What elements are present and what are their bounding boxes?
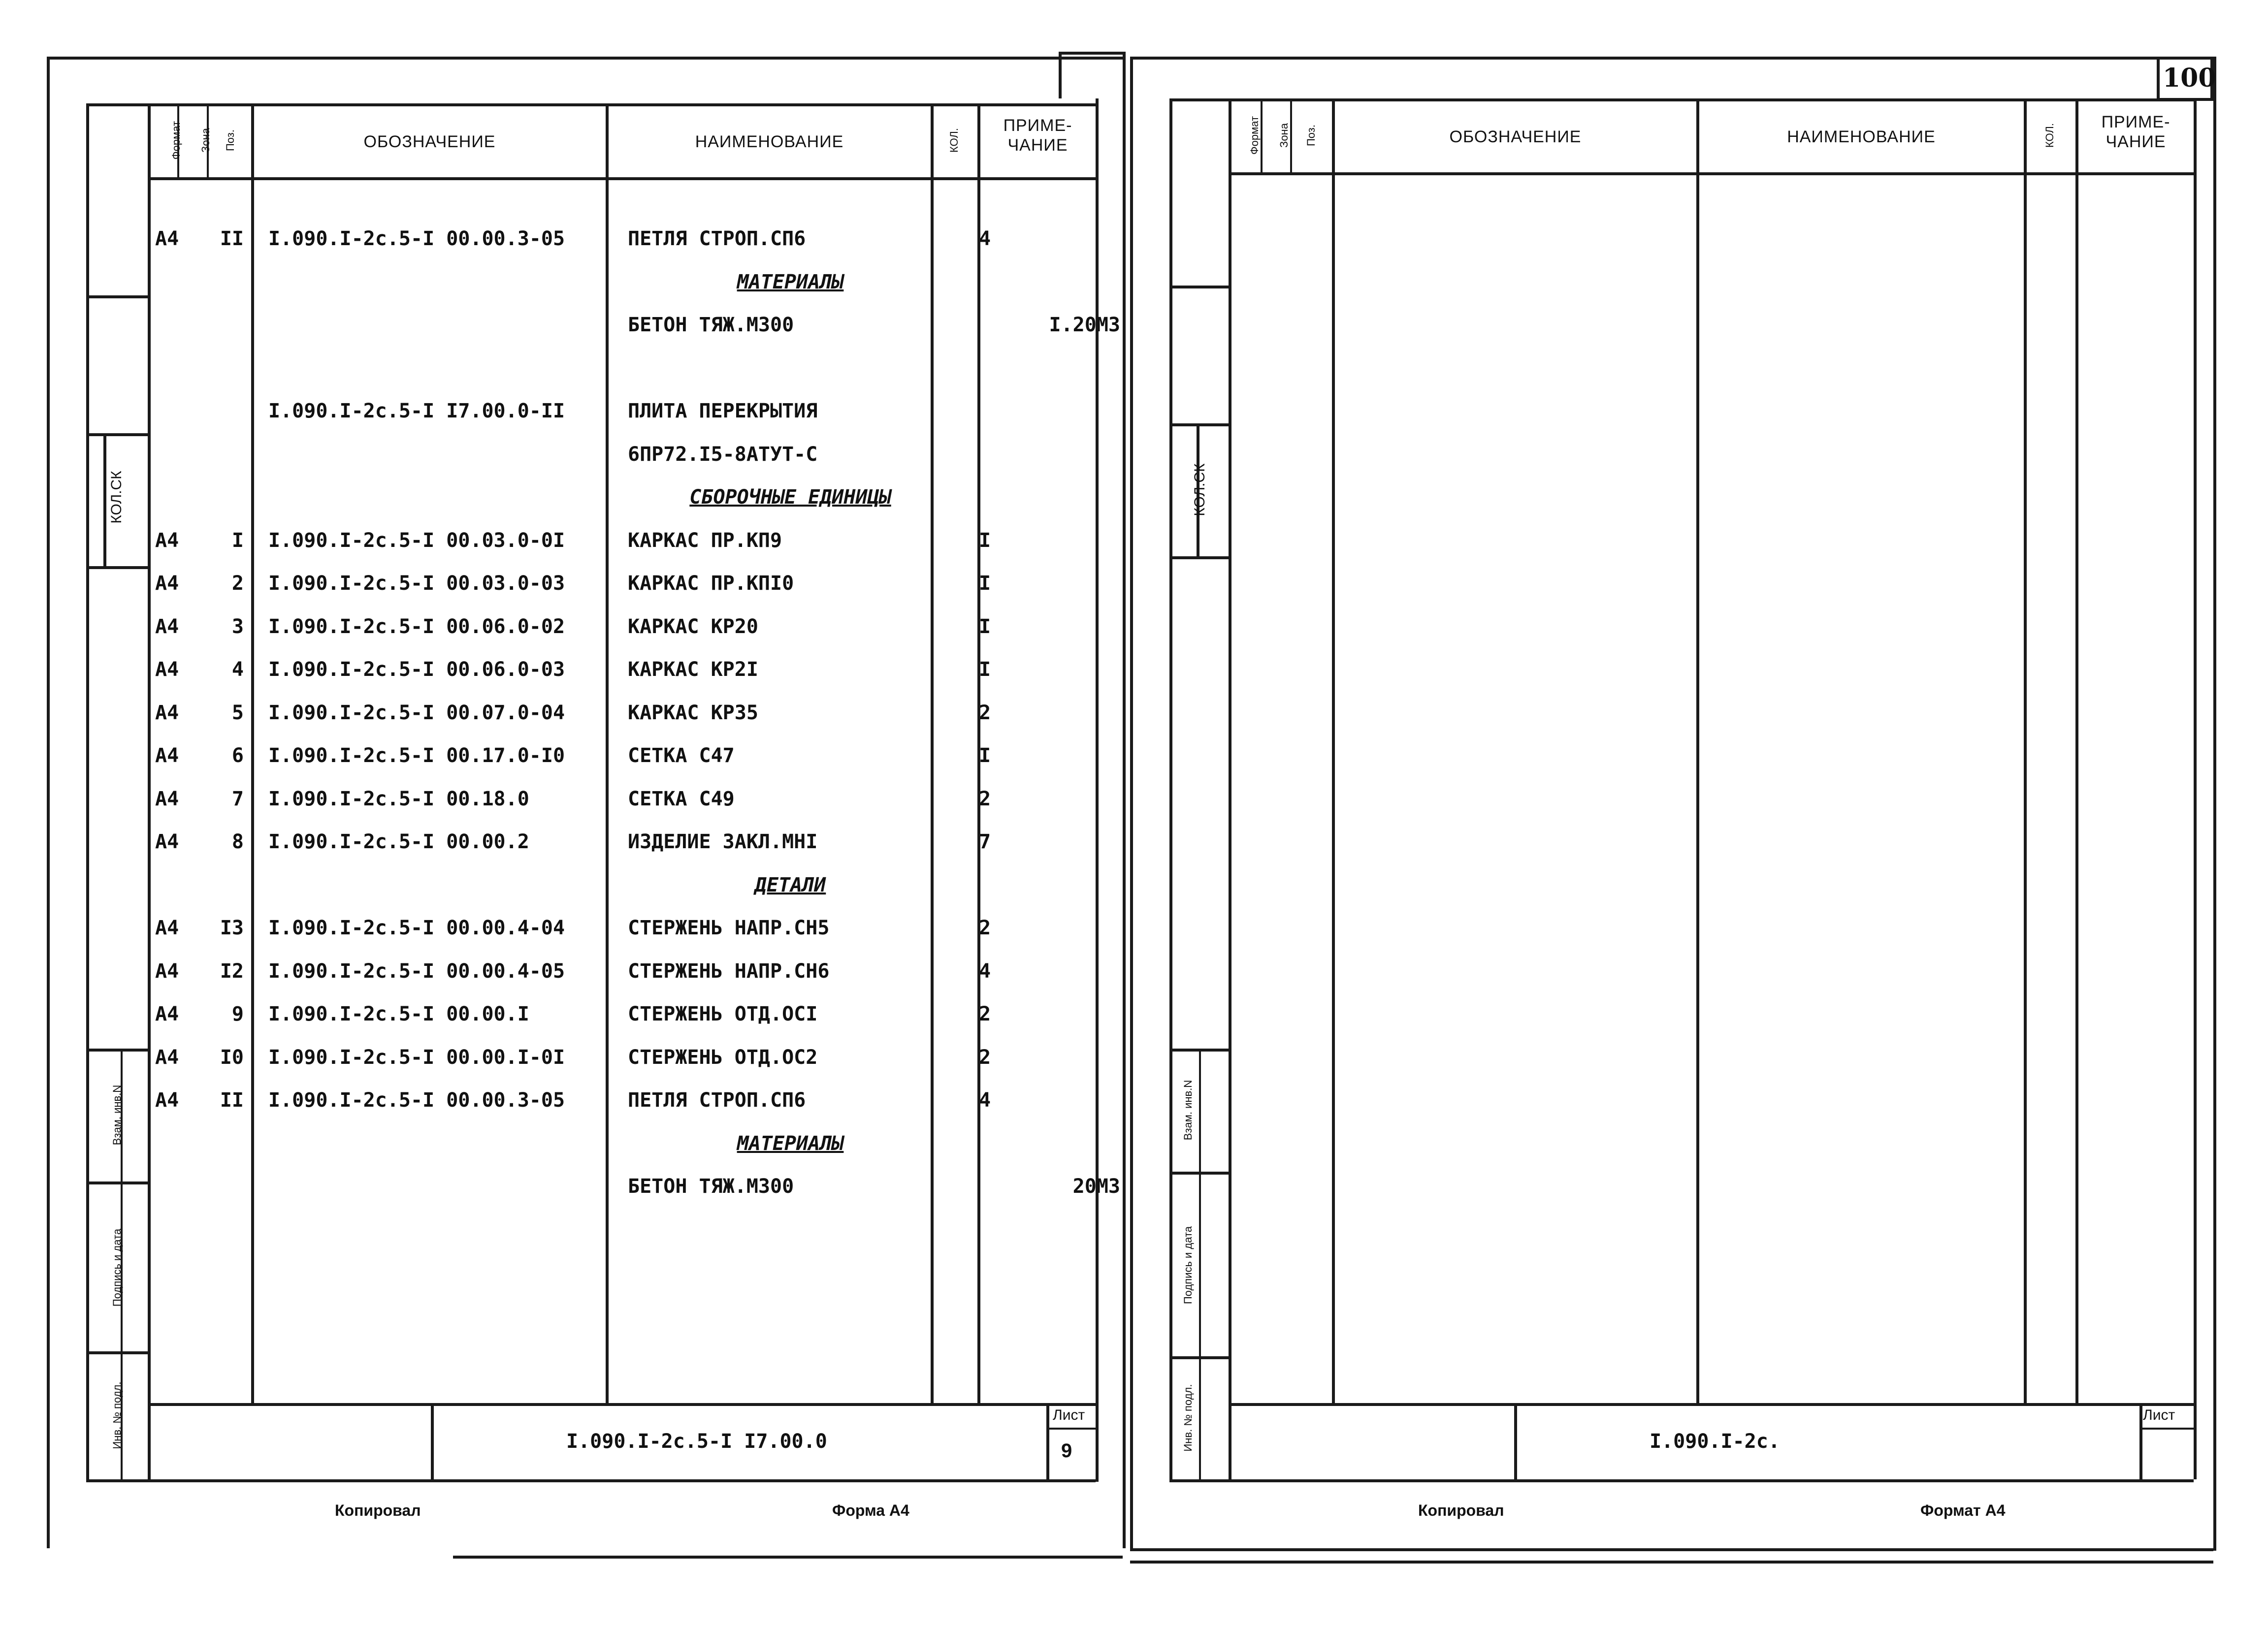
footer-format: Форма А4 xyxy=(832,1501,909,1519)
row-format: A4 xyxy=(155,959,179,983)
row-quantity: I xyxy=(978,529,991,552)
row-designation: I.090.I-2c.5-I 00.00.2 xyxy=(268,830,529,853)
header-note: ПРИМЕ- ЧАНИЕ xyxy=(1003,116,1072,155)
row-designation: I.090.I-2c.5-I I7.00.0-II xyxy=(268,400,565,422)
header-designation: ОБОЗНАЧЕНИЕ xyxy=(363,132,496,151)
table-row xyxy=(155,1167,1120,1206)
row-designation: I.090.I-2c.5-I 00.00.3-05 xyxy=(268,227,565,250)
section-heading: МАТЕРИАЛЫ xyxy=(737,270,844,293)
row-name: КАРКАС ПР.КП9 xyxy=(628,529,782,552)
row-format: A4 xyxy=(155,830,179,853)
row-format: A4 xyxy=(155,701,179,724)
row-position: 9 xyxy=(231,1003,244,1025)
row-quantity: 2 xyxy=(978,917,991,939)
row-position: 5 xyxy=(231,701,244,724)
header-qty-right: КОЛ. xyxy=(2043,123,2056,148)
row-designation: I.090.I-2c.5-I 00.00.3-05 xyxy=(268,1089,565,1112)
stamp-podp-label-right: Подпись и дата xyxy=(1182,1226,1194,1305)
section-heading: ДЕТАЛИ xyxy=(754,873,826,896)
table-row xyxy=(155,779,1096,819)
header-format-right: Формат xyxy=(1248,116,1261,155)
row-position: 8 xyxy=(231,830,244,853)
table-row xyxy=(155,435,1096,474)
row-format: A4 xyxy=(155,227,179,250)
row-name: КАРКАС КР20 xyxy=(628,615,758,638)
table-row xyxy=(155,650,1096,689)
row-designation: I.090.I-2c.5-I 00.06.0-03 xyxy=(268,658,565,681)
header-zone-right: Зона xyxy=(1278,123,1290,148)
row-format: A4 xyxy=(155,1089,179,1112)
row-name: СТЕРЖЕНЬ НАПР.СН6 xyxy=(628,959,830,983)
row-name: СЕТКА С49 xyxy=(628,787,735,810)
row-format: A4 xyxy=(155,787,179,810)
table-row xyxy=(155,349,1096,388)
row-quantity: 7 xyxy=(978,830,991,853)
section-heading: МАТЕРИАЛЫ xyxy=(737,1132,844,1155)
footer-copied: Копировал xyxy=(335,1501,421,1519)
row-quantity: 2 xyxy=(978,1046,991,1069)
row-format: A4 xyxy=(155,1003,179,1025)
title-block-code-right: I.090.I-2c. xyxy=(1650,1430,1780,1453)
row-name: СЕТКА С47 xyxy=(628,744,735,767)
row-quantity: 2 xyxy=(978,1003,991,1025)
row-designation: I.090.I-2c.5-I 00.00.4-04 xyxy=(268,917,565,939)
row-name: КАРКАС КР2I xyxy=(628,658,758,681)
row-name: БЕТОН ТЯЖ.М300 xyxy=(628,1175,794,1198)
section-heading: СБОРОЧНЫЕ ЕДИНИЦЫ xyxy=(689,486,891,509)
table-row xyxy=(155,219,1096,258)
header-designation-right: ОБОЗНАЧЕНИЕ xyxy=(1449,128,1582,146)
row-quantity: 2 xyxy=(978,787,991,810)
row-format: A4 xyxy=(155,658,179,681)
header-name: НАИМЕНОВАНИЕ xyxy=(695,132,844,151)
sheet-label-right: Лист xyxy=(2143,1407,2175,1423)
header-note-right: ПРИМЕ- ЧАНИЕ xyxy=(2101,113,2171,151)
row-designation: I.090.I-2c.5-I 00.07.0-04 xyxy=(268,701,565,724)
row-quantity: 4 xyxy=(978,1089,991,1112)
row-position: II xyxy=(220,1089,244,1112)
table-row xyxy=(155,994,1096,1034)
row-position: I3 xyxy=(220,917,244,939)
row-position: 7 xyxy=(231,787,244,810)
row-quantity: 4 xyxy=(978,227,991,250)
header-pos-right: Поз. xyxy=(1305,125,1317,146)
row-quantity: I xyxy=(978,572,991,595)
stamp-podp-label: Подпись и дата xyxy=(111,1228,123,1307)
table-row xyxy=(155,908,1096,948)
row-position: I0 xyxy=(220,1046,244,1069)
table-row xyxy=(155,865,1096,905)
spec-table xyxy=(155,219,1120,1410)
stamp-inv-label: Инв. № подл. xyxy=(111,1381,123,1449)
row-name: ПЕТЛЯ СТРОП.СП6 xyxy=(628,1089,806,1112)
row-designation: I.090.I-2c.5-I 00.00.I xyxy=(268,1003,529,1025)
row-format: A4 xyxy=(155,615,179,638)
table-row xyxy=(155,1038,1096,1077)
row-designation: I.090.I-2c.5-I 00.06.0-02 xyxy=(268,615,565,638)
row-format: A4 xyxy=(155,572,179,595)
row-format: A4 xyxy=(155,917,179,939)
row-designation: I.090.I-2c.5-I 00.00.4-05 xyxy=(268,959,565,983)
title-block-code: I.090.I-2c.5-I I7.00.0 xyxy=(566,1430,827,1453)
row-quantity: I xyxy=(978,615,991,638)
row-note: 20М3 xyxy=(1072,1175,1120,1198)
corner-page-number: 100 xyxy=(2163,63,2216,93)
header-format: Формат xyxy=(170,121,182,160)
row-note: I.20М3 xyxy=(1049,314,1120,336)
row-name: ПЕТЛЯ СТРОП.СП6 xyxy=(628,227,806,250)
stamp-inv-label-right: Инв. № подл. xyxy=(1182,1384,1194,1452)
row-name: ИЗДЕЛИЕ ЗАКЛ.МНI xyxy=(628,830,818,853)
stamp-vzam-label-right: Взам. инв.N xyxy=(1182,1080,1194,1141)
row-name: КАРКАС КР35 xyxy=(628,701,758,724)
row-format: A4 xyxy=(155,744,179,767)
row-name: ПЛИТА ПЕРЕКРЫТИЯ xyxy=(628,400,818,422)
table-row xyxy=(155,693,1096,733)
table-row xyxy=(155,391,1096,431)
table-row xyxy=(155,564,1096,603)
row-position: I2 xyxy=(220,959,244,983)
stamp-vzam-label: Взам. инв.N xyxy=(111,1085,123,1146)
header-pos: Поз. xyxy=(224,129,236,151)
header-zone: Зона xyxy=(199,128,212,153)
table-row xyxy=(155,1081,1096,1120)
row-quantity: I xyxy=(978,658,991,681)
row-position: II xyxy=(220,227,244,250)
sheet-number: 9 xyxy=(1061,1440,1072,1462)
row-position: 6 xyxy=(231,744,244,767)
row-quantity: 2 xyxy=(978,701,991,724)
row-quantity: I xyxy=(978,744,991,767)
table-row xyxy=(155,478,1096,517)
header-name-right: НАИМЕНОВАНИЕ xyxy=(1787,128,1936,146)
row-name: БЕТОН ТЯЖ.М300 xyxy=(628,314,794,336)
table-row xyxy=(155,607,1096,646)
row-format: A4 xyxy=(155,1046,179,1069)
row-name: СТЕРЖЕНЬ ОТД.ОС2 xyxy=(628,1046,818,1069)
header-qty: КОЛ. xyxy=(948,128,960,153)
row-name: КАРКАС ПР.КПI0 xyxy=(628,572,794,595)
row-designation: I.090.I-2c.5-I 00.03.0-03 xyxy=(268,572,565,595)
side-block-label: КОЛ.СК xyxy=(108,471,125,524)
row-position: 2 xyxy=(231,572,244,595)
row-name: СТЕРЖЕНЬ НАПР.СН5 xyxy=(628,917,830,939)
row-name: СТЕРЖЕНЬ ОТД.ОСI xyxy=(628,1003,818,1025)
table-row xyxy=(155,736,1096,775)
table-row xyxy=(155,822,1096,862)
side-block-label-right: КОЛ.СК xyxy=(1192,463,1208,516)
row-quantity: 4 xyxy=(978,959,991,983)
table-row xyxy=(155,305,1120,345)
row-name: 6ПР72.I5-8АТУТ-С xyxy=(628,443,818,466)
footer-copied-right: Копировал xyxy=(1418,1501,1504,1519)
sheet-label: Лист xyxy=(1053,1407,1085,1423)
row-designation: I.090.I-2c.5-I 00.17.0-I0 xyxy=(268,744,565,767)
table-row xyxy=(155,262,1096,302)
row-designation: I.090.I-2c.5-I 00.00.I-0I xyxy=(268,1046,565,1069)
table-row xyxy=(155,521,1096,560)
table-row xyxy=(155,1124,1096,1163)
row-position: 4 xyxy=(231,658,244,681)
row-format: A4 xyxy=(155,529,179,552)
footer-format-right: Формат А4 xyxy=(1920,1501,2006,1519)
row-designation: I.090.I-2c.5-I 00.18.0 xyxy=(268,787,529,810)
row-position: 3 xyxy=(231,615,244,638)
row-designation: I.090.I-2c.5-I 00.03.0-0I xyxy=(268,529,565,552)
table-row xyxy=(155,952,1096,991)
row-position: I xyxy=(231,529,244,552)
